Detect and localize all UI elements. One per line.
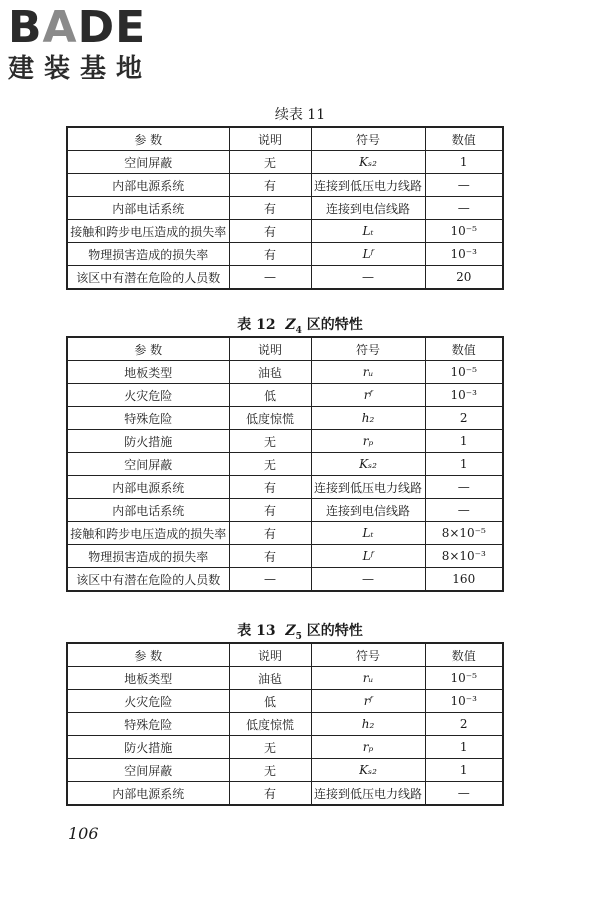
cell-value: 10⁻⁵ <box>425 220 503 243</box>
cell-value: 8×10⁻⁵ <box>425 522 503 545</box>
cell-param: 特殊危险 <box>67 407 229 430</box>
col-header-value: 数值 <box>425 127 503 151</box>
cell-symbol: Kₛ₂ <box>311 453 425 476</box>
cell-symbol: — <box>311 568 425 592</box>
cell-symbol: 连接到低压电力线路 <box>311 782 425 806</box>
cell-desc: 有 <box>229 782 311 806</box>
bade-logo <box>8 4 188 84</box>
table-header <box>67 643 503 667</box>
cell-param: 空间屏蔽 <box>67 453 229 476</box>
cell-desc: 低度惊慌 <box>229 713 311 736</box>
cell-symbol: Lᶠ <box>311 243 425 266</box>
cell-param: 火灾危险 <box>67 690 229 713</box>
cell-desc: 有 <box>229 522 311 545</box>
page-number: 106 <box>68 824 99 843</box>
cell-desc: 有 <box>229 197 311 220</box>
cell-symbol: Kₛ₂ <box>311 759 425 782</box>
table-zone-z4 <box>66 336 504 592</box>
cell-param: 特殊危险 <box>67 713 229 736</box>
cell-desc: — <box>229 568 311 592</box>
table-row <box>67 759 503 782</box>
table-row <box>67 384 503 407</box>
col-header-symbol: 符号 <box>311 643 425 667</box>
cell-param: 该区中有潜在危险的人员数 <box>67 568 229 592</box>
cell-param: 防火措施 <box>67 430 229 453</box>
cell-symbol: 连接到电信线路 <box>311 499 425 522</box>
table-caption: 表 12 $Z_4$ 区的特性 <box>237 317 363 336</box>
table-row <box>67 151 503 174</box>
cell-symbol: 连接到电信线路 <box>311 197 425 220</box>
cell-param: 内部电源系统 <box>67 174 229 197</box>
col-header-param: 参 数 <box>67 127 229 151</box>
cell-desc: — <box>229 266 311 290</box>
cell-symbol: 连接到低压电力线路 <box>311 476 425 499</box>
cell-symbol: rₚ <box>311 430 425 453</box>
cell-value: — <box>425 782 503 806</box>
cell-param: 内部电源系统 <box>67 476 229 499</box>
cell-value: 1 <box>425 151 503 174</box>
col-header-param: 参 数 <box>67 337 229 361</box>
cell-param: 地板类型 <box>67 667 229 690</box>
cell-desc: 无 <box>229 151 311 174</box>
cell-desc: 无 <box>229 736 311 759</box>
cell-value: 10⁻³ <box>425 384 503 407</box>
table-row <box>67 453 503 476</box>
cell-param: 防火措施 <box>67 736 229 759</box>
col-header-desc: 说明 <box>229 337 311 361</box>
table-header <box>67 127 503 151</box>
table-row <box>67 266 503 290</box>
cell-desc: 无 <box>229 430 311 453</box>
cell-value: — <box>425 499 503 522</box>
cell-symbol: rᵤ <box>311 667 425 690</box>
cell-param: 空间屏蔽 <box>67 151 229 174</box>
table-zone-cont <box>66 126 504 290</box>
col-header-desc: 说明 <box>229 643 311 667</box>
col-header-symbol: 符号 <box>311 337 425 361</box>
table-row <box>67 220 503 243</box>
cell-value: 10⁻³ <box>425 690 503 713</box>
cell-param: 该区中有潜在危险的人员数 <box>67 266 229 290</box>
cell-symbol: Lᶠ <box>311 545 425 568</box>
cell-desc: 无 <box>229 759 311 782</box>
cell-symbol: 连接到低压电力线路 <box>311 174 425 197</box>
cell-desc: 油毡 <box>229 361 311 384</box>
table-body <box>67 151 503 290</box>
cell-param: 火灾危险 <box>67 384 229 407</box>
cell-symbol: h₂ <box>311 713 425 736</box>
table-row <box>67 499 503 522</box>
cell-symbol: rᶠ <box>311 690 425 713</box>
cell-param: 内部电话系统 <box>67 499 229 522</box>
cell-value: 10⁻⁵ <box>425 361 503 384</box>
table-row <box>67 690 503 713</box>
cell-symbol: h₂ <box>311 407 425 430</box>
col-header-value: 数值 <box>425 337 503 361</box>
table-body <box>67 667 503 806</box>
logo-wordmark: BADE <box>8 2 147 53</box>
cell-param: 物理损害造成的损失率 <box>67 243 229 266</box>
table-row <box>67 713 503 736</box>
cell-param: 内部电话系统 <box>67 197 229 220</box>
cell-param: 地板类型 <box>67 361 229 384</box>
cell-symbol: — <box>311 266 425 290</box>
cell-symbol: rᵤ <box>311 361 425 384</box>
cell-value: 20 <box>425 266 503 290</box>
table-row <box>67 522 503 545</box>
cell-value: 1 <box>425 453 503 476</box>
cell-value: — <box>425 174 503 197</box>
cell-desc: 无 <box>229 453 311 476</box>
table-zone-z5 <box>66 642 504 806</box>
logo-subtitle: 建装基地 <box>8 54 153 84</box>
cell-desc: 有 <box>229 545 311 568</box>
cell-value: — <box>425 197 503 220</box>
col-header-desc: 说明 <box>229 127 311 151</box>
cell-value: 10⁻⁵ <box>425 667 503 690</box>
cell-value: 1 <box>425 736 503 759</box>
table-row <box>67 476 503 499</box>
cell-desc: 有 <box>229 243 311 266</box>
table-body <box>67 361 503 592</box>
cell-value: 2 <box>425 407 503 430</box>
table-row <box>67 197 503 220</box>
cell-param: 空间屏蔽 <box>67 759 229 782</box>
cell-value: 8×10⁻³ <box>425 545 503 568</box>
cell-param: 内部电源系统 <box>67 782 229 806</box>
cell-symbol: Lₜ <box>311 220 425 243</box>
table-row <box>67 430 503 453</box>
cell-desc: 低 <box>229 384 311 407</box>
cell-desc: 低 <box>229 690 311 713</box>
cell-value: 1 <box>425 430 503 453</box>
cell-symbol: Kₛ₂ <box>311 151 425 174</box>
table-row <box>67 407 503 430</box>
table-row <box>67 736 503 759</box>
table-caption: 续表 11 <box>274 107 326 123</box>
table-row <box>67 174 503 197</box>
table-row <box>67 782 503 806</box>
cell-param: 物理损害造成的损失率 <box>67 545 229 568</box>
table-row <box>67 568 503 592</box>
cell-desc: 有 <box>229 174 311 197</box>
table-row <box>67 545 503 568</box>
cell-symbol: Lₜ <box>311 522 425 545</box>
cell-value: 10⁻³ <box>425 243 503 266</box>
cell-value: 1 <box>425 759 503 782</box>
cell-value: — <box>425 476 503 499</box>
cell-param: 接触和跨步电压造成的损失率 <box>67 522 229 545</box>
cell-desc: 有 <box>229 499 311 522</box>
col-header-symbol: 符号 <box>311 127 425 151</box>
col-header-value: 数值 <box>425 643 503 667</box>
table-row <box>67 667 503 690</box>
col-header-param: 参 数 <box>67 643 229 667</box>
table-row <box>67 243 503 266</box>
cell-param: 接触和跨步电压造成的损失率 <box>67 220 229 243</box>
table-row <box>67 361 503 384</box>
table-caption: 表 13 $Z_5$ 区的特性 <box>237 623 363 642</box>
cell-desc: 有 <box>229 476 311 499</box>
cell-value: 160 <box>425 568 503 592</box>
cell-desc: 有 <box>229 220 311 243</box>
table-header <box>67 337 503 361</box>
cell-value: 2 <box>425 713 503 736</box>
cell-symbol: rₚ <box>311 736 425 759</box>
cell-symbol: rᶠ <box>311 384 425 407</box>
cell-desc: 低度惊慌 <box>229 407 311 430</box>
cell-desc: 油毡 <box>229 667 311 690</box>
